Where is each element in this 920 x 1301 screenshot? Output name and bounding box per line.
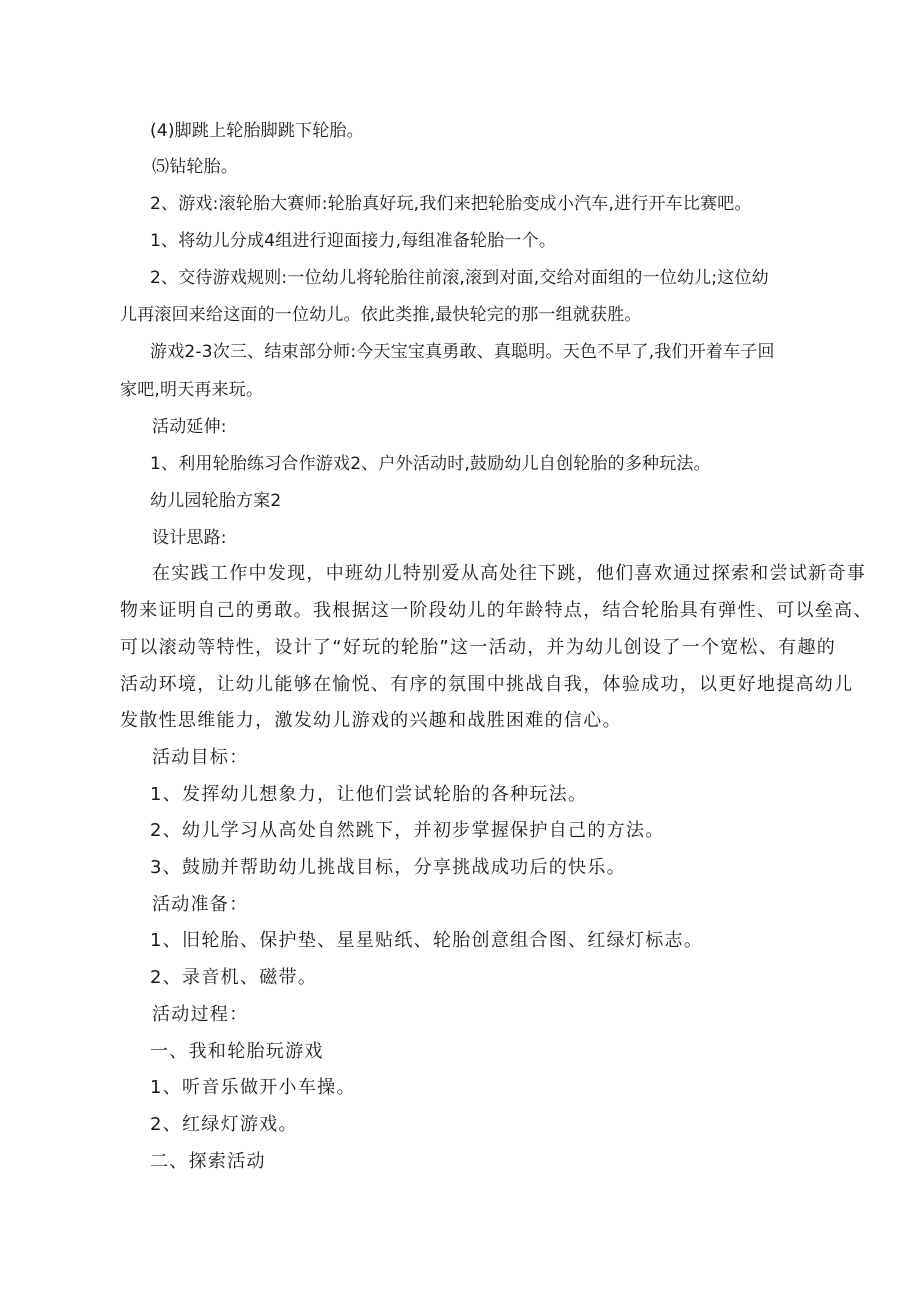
section-heading: 活动过程： (152, 1004, 249, 1025)
document-subtitle: 幼儿园轮胎方案2 (150, 491, 282, 511)
list-item: 1、旧轮胎、保护垫、星星贴纸、轮胎创意组合图、红绿灯标志。 (150, 930, 704, 951)
paragraph-line: 物来证明自己的勇敢。我根据这一阶段幼儿的年龄特点，结合轮胎具有弹性、可以垒高、 (120, 600, 873, 621)
subsection-heading: 二、探索活动 (150, 1151, 266, 1172)
paragraph-line: 在实践工作中发现，中班幼儿特别爱从高处往下跳，他们喜欢通过探索和尝试新奇事 (152, 563, 867, 584)
list-item: 2、红绿灯游戏。 (150, 1114, 298, 1135)
list-item: 1、发挥幼儿想象力，让他们尝试轮胎的各种玩法。 (150, 784, 588, 805)
list-item: 2、幼儿学习从高处自然跳下，并初步掌握保护自己的方法。 (150, 820, 665, 841)
list-item: 3、鼓励并帮助幼儿挑战目标，分享挑战成功后的快乐。 (150, 857, 626, 878)
list-item: 1、听音乐做开小车操。 (150, 1077, 356, 1098)
text-line: 1、利用轮胎练习合作游戏2、户外活动时,鼓励幼儿自创轮胎的多种玩法。 (150, 454, 711, 474)
text-line: 2、交待游戏规则:一位幼儿将轮胎往前滚,滚到对面,交给对面组的一位幼儿;这位幼 (150, 268, 769, 288)
paragraph-line: 发散性思维能力，激发幼儿游戏的兴趣和战胜困难的信心。 (120, 710, 622, 731)
paragraph-line: 可以滚动等特性，设计了“好玩的轮胎”这一活动，并为幼儿创设了一个宽松、有趣的 (120, 637, 837, 658)
paragraph-line: 活动环境，让幼儿能够在愉悦、有序的氛围中挑战自我，体验成功，以更好地提高幼儿 (120, 674, 854, 695)
section-heading: 活动延伸: (152, 417, 227, 437)
text-line: 游戏2-3次三、结束部分师:今天宝宝真勇敢、真聪明。天色不早了,我们开着车子回 (150, 342, 775, 362)
text-line: 家吧,明天再来玩。 (120, 380, 264, 400)
subsection-heading: 一、我和轮胎玩游戏 (150, 1041, 324, 1062)
text-line: 2、游戏:滚轮胎大赛师:轮胎真好玩,我们来把轮胎变成小汽车,进行开车比赛吧。 (150, 194, 752, 214)
text-line: (4)脚跳上轮胎脚跳下轮胎。 (150, 121, 364, 141)
section-heading: 设计思路: (152, 528, 227, 548)
text-line: ⑸钻轮胎。 (152, 157, 238, 177)
text-line: 儿再滚回来给这面的一位幼儿。依此类推,最快轮完的那一组就获胜。 (120, 305, 642, 325)
section-heading: 活动准备： (152, 894, 249, 915)
section-heading: 活动目标： (152, 747, 249, 768)
text-line: 1、将幼儿分成4组进行迎面接力,每组准备轮胎一个。 (150, 231, 557, 251)
list-item: 2、录音机、磁带。 (150, 967, 318, 988)
